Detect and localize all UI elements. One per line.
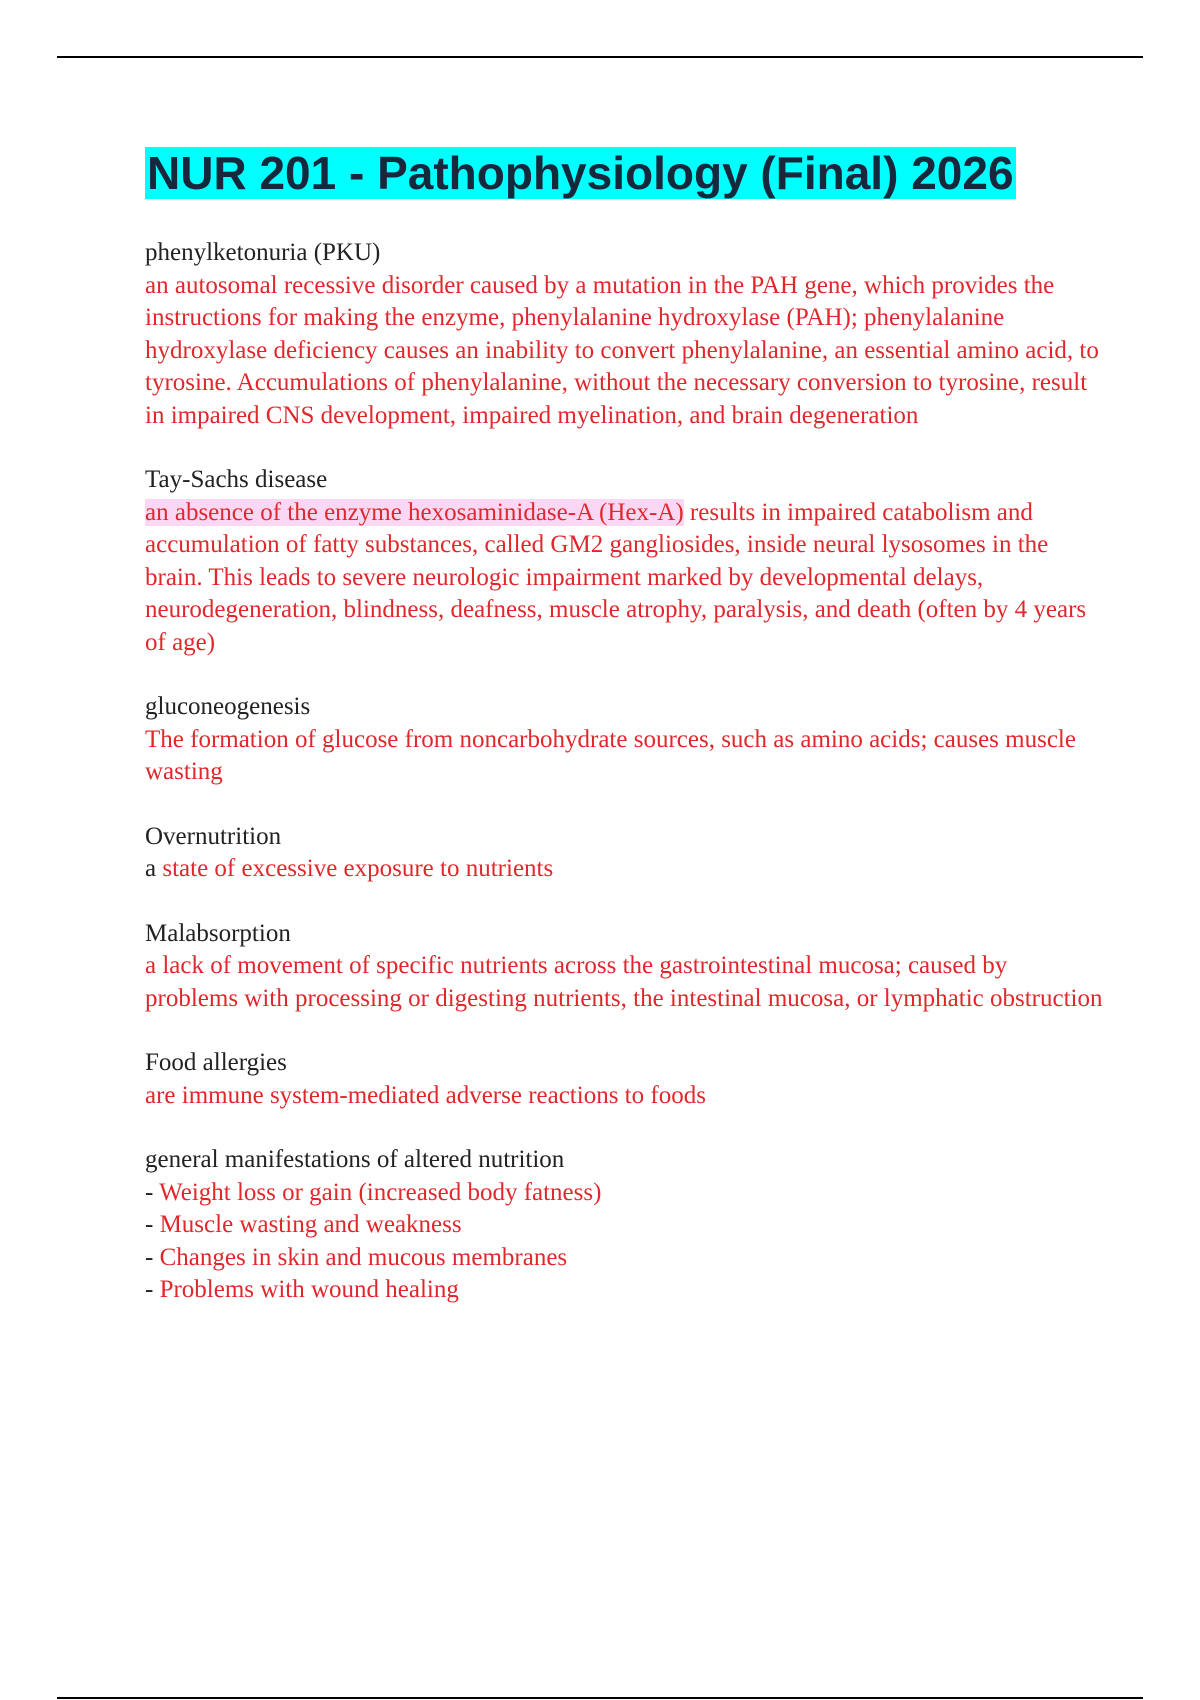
list-item-text: Weight loss or gain (increased body fatness) bbox=[159, 1178, 602, 1206]
definition bbox=[145, 853, 1105, 886]
manifestation-list bbox=[145, 1177, 1105, 1307]
list-item bbox=[145, 1209, 1105, 1242]
entry-tay-sachs bbox=[145, 464, 1105, 659]
list-item bbox=[145, 1177, 1105, 1210]
term: Overnutrition bbox=[145, 822, 282, 850]
bottom-rule bbox=[57, 1697, 1143, 1699]
list-item bbox=[145, 1274, 1105, 1307]
definition-text: state of excessive exposure to nutrients bbox=[162, 855, 554, 882]
highlighted-text: an absence of the enzyme hexosaminidase-A (Hex-A) bbox=[145, 498, 684, 526]
definition: are immune system-mediated adverse reactions to foods bbox=[145, 1081, 706, 1109]
definition-lead: a bbox=[145, 855, 163, 882]
term: Malabsorption bbox=[145, 919, 291, 947]
term: phenylketonuria (PKU) bbox=[145, 239, 381, 266]
entry-food-allergies bbox=[145, 1047, 1105, 1112]
list-marker: - bbox=[145, 1211, 160, 1238]
entry-gluconeogenesis bbox=[145, 691, 1105, 789]
list-item bbox=[145, 1242, 1105, 1275]
definition: a lack of movement of specific nutrients across the gastrointestinal mucosa; caused by problems with processing or digesting nutrients, the intestinal mucosa, or lymphatic obstruction bbox=[145, 952, 1103, 1012]
entry-overnutrition bbox=[145, 821, 1105, 886]
list-item-text: Problems with wound healing bbox=[159, 1276, 459, 1303]
list-item-text: Changes in skin and mucous membranes bbox=[159, 1243, 568, 1271]
term: general manifestations of altered nutrition bbox=[145, 1146, 565, 1173]
definition bbox=[145, 497, 1105, 660]
entry-pku bbox=[145, 237, 1105, 432]
term: Food allergies bbox=[145, 1049, 287, 1076]
list-marker: - bbox=[145, 1276, 160, 1303]
page-title bbox=[145, 145, 1105, 201]
document-body bbox=[145, 145, 1105, 1339]
list-marker: - bbox=[145, 1243, 160, 1271]
definition-rest: results in impaired catabolism and accumulation of fatty substances, called GM2 gangliosides, inside neural lysosomes in the brain. This leads to severe neurologic impairment marked by developmental delays, neurodegeneration, blindness, deafness, muscle atrophy, paralysis, and death (often by 4 years of age) bbox=[145, 498, 1087, 656]
title-highlight: NUR 201 - Pathophysiology (Final) 2026 bbox=[147, 147, 1014, 199]
term: gluconeogenesis bbox=[145, 693, 311, 720]
entry-malabsorption bbox=[145, 918, 1105, 1016]
entry-altered-nutrition bbox=[145, 1144, 1105, 1307]
top-rule bbox=[57, 56, 1143, 58]
list-marker: - bbox=[145, 1178, 160, 1206]
definition: The formation of glucose from noncarbohydrate sources, such as amino acids; causes muscle wasting bbox=[145, 725, 1076, 785]
definition: an autosomal recessive disorder caused by a mutation in the PAH gene, which provides the instructions for making the enzyme, phenylalanine hydroxylase (PAH); phenylalanine hydroxylase deficiency causes an inability to convert phenylalanine, an essential amino acid, to tyrosine. Accumulations of phenylalanine, without the necessary conversion to tyrosine, result in impaired CNS development, impaired myelination, and brain degeneration bbox=[145, 271, 1099, 429]
list-item-text: Muscle wasting and weakness bbox=[159, 1211, 462, 1238]
term: Tay-Sachs disease bbox=[145, 466, 328, 493]
